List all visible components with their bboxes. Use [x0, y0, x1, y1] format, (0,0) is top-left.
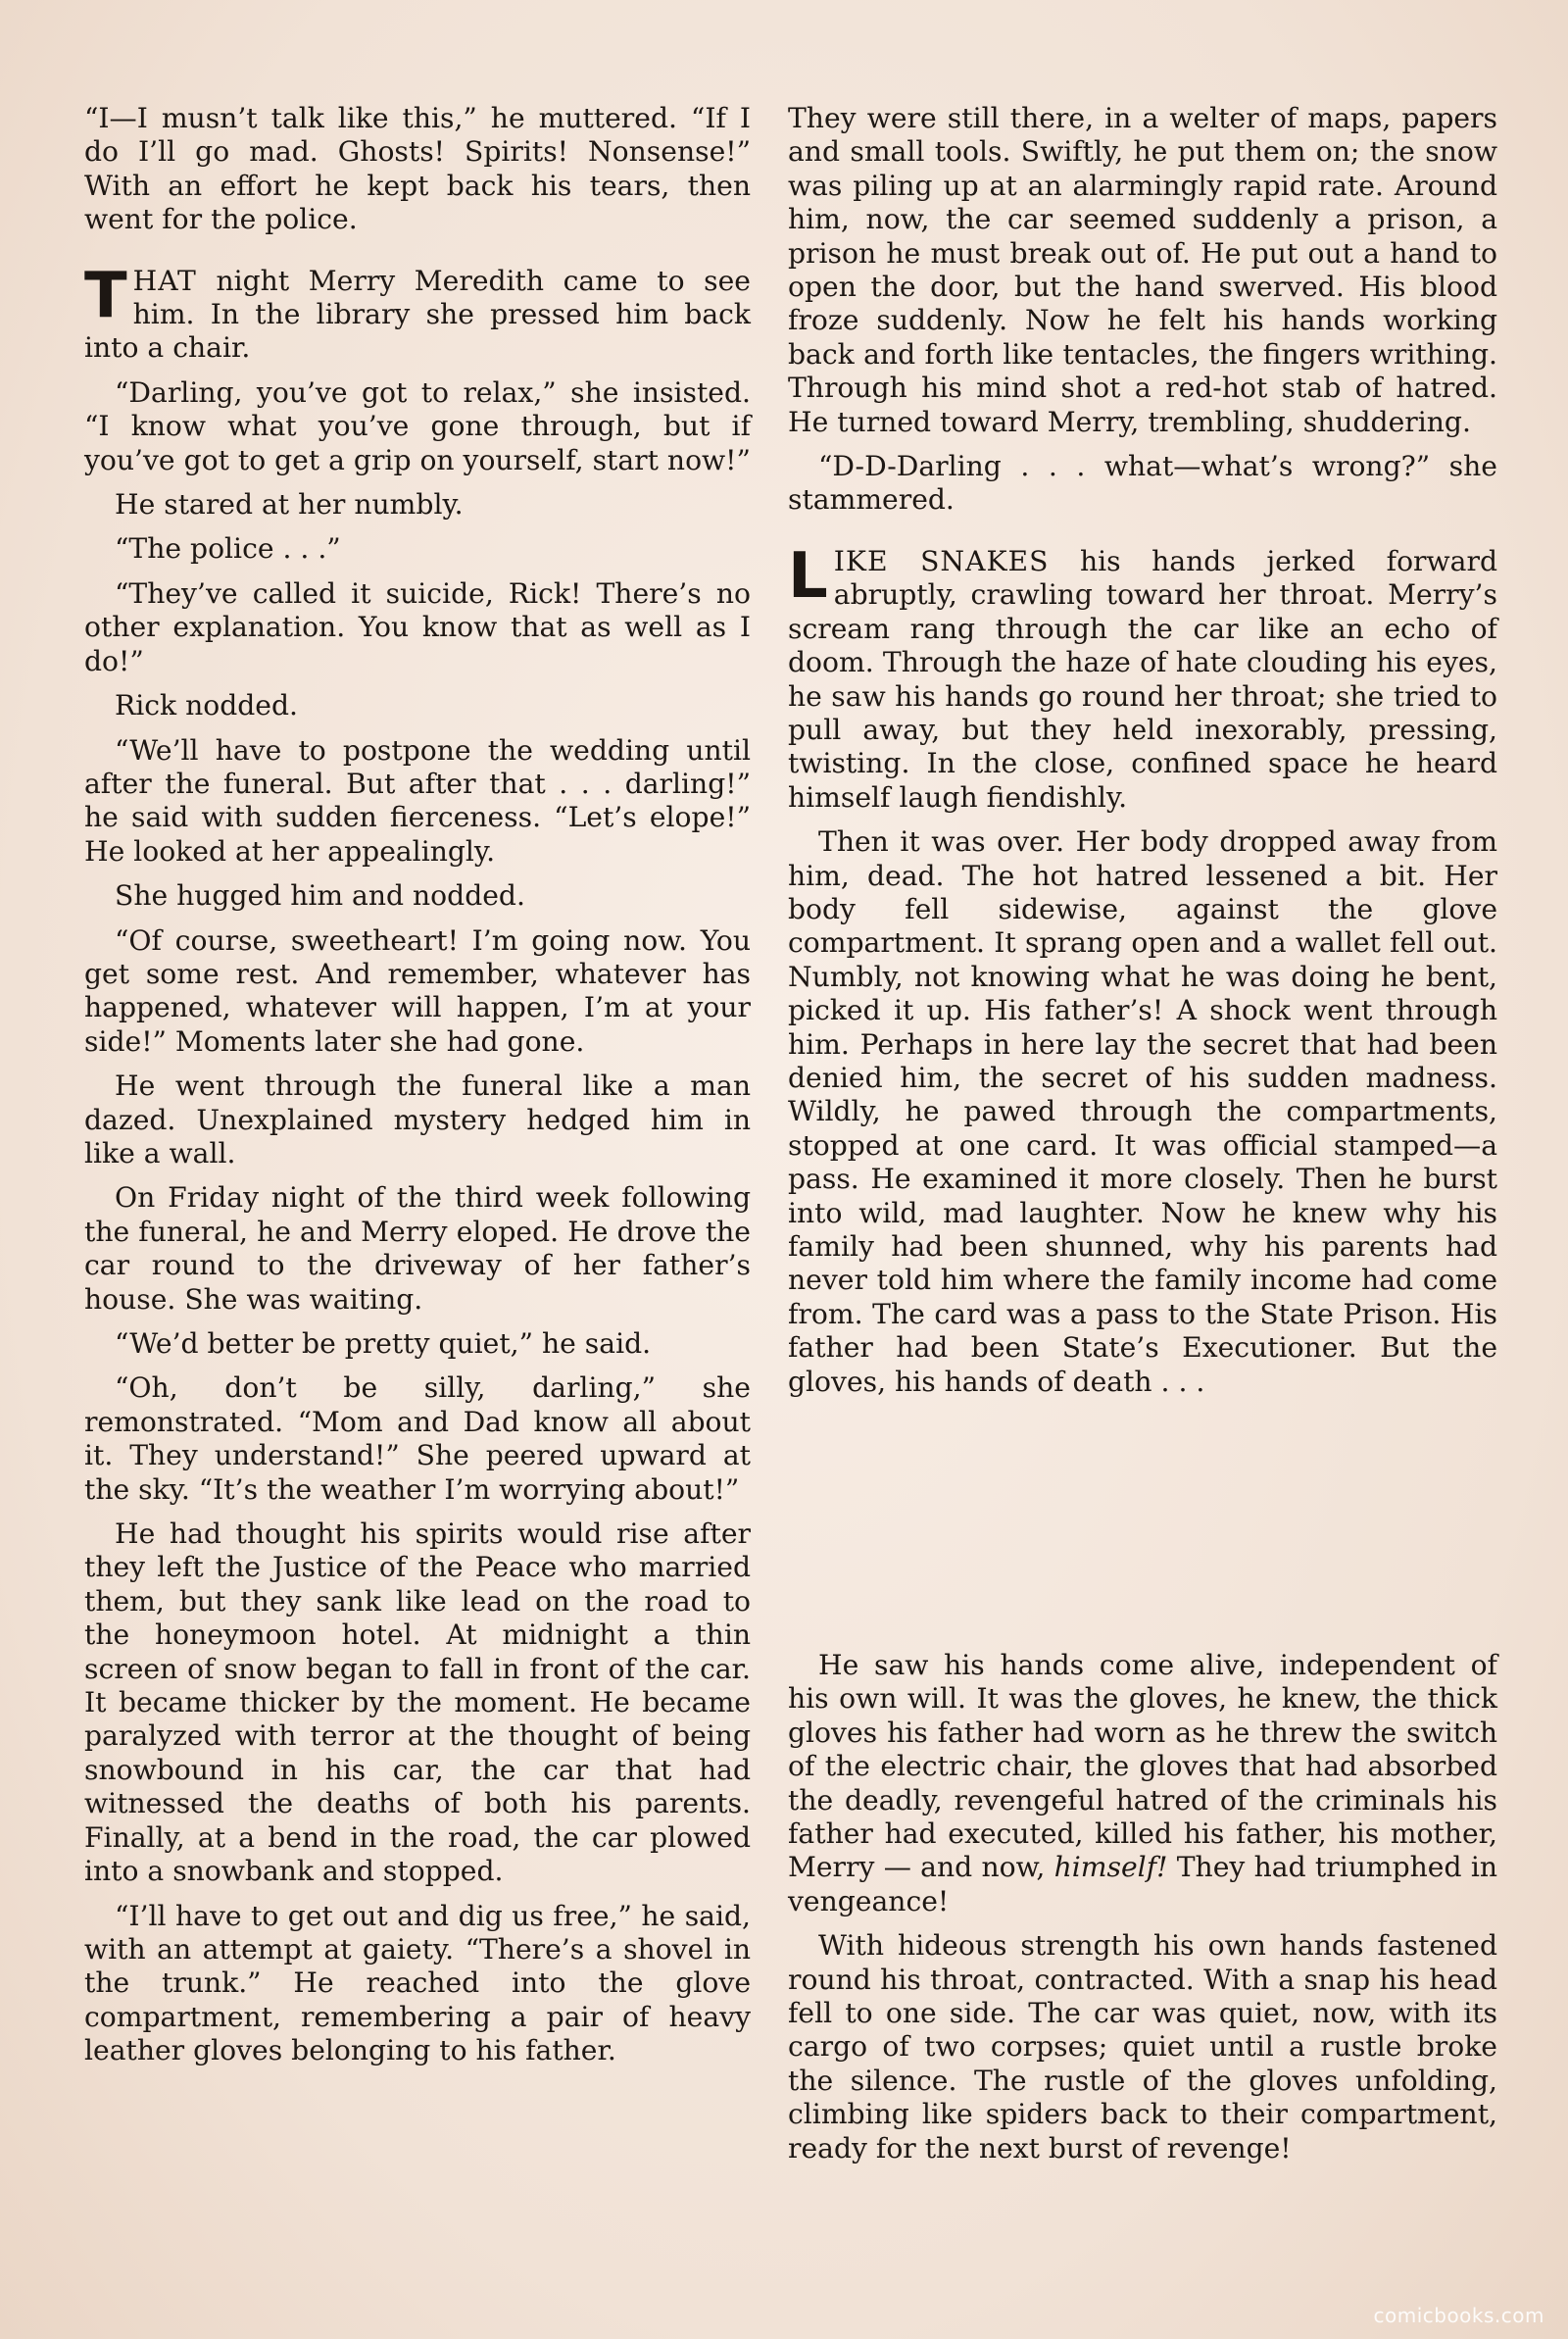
watermark: comicbooks.com — [1373, 2304, 1544, 2327]
paragraph-text: She hugged him and nodded. — [115, 879, 525, 913]
paragraph-text: “We’ll have to postpone the wedding until after the funeral. But after that . . . darling!” he said with sudden fierceness. “Let’s elope!” He looked at her appealingly. — [84, 733, 751, 868]
drop-cap-paragraph — [788, 539, 1497, 815]
paragraph-text: He had thought his spirits would rise after they left the Justice of the Peace who married them, but they sank like lead on the road to the honeymoon hotel. At midnight a thin screen of snow began to fall in front of the car. It became thicker by the moment. He became paralyzed with terror at the thought of being snowbound in his car, the car that had witnessed the deaths of both his parents. Finally, at a bend in the road, the car plowed into a snowbank and stopped. — [84, 1518, 751, 1888]
story-paragraph — [84, 577, 751, 678]
story-paragraph — [84, 1181, 751, 1317]
paragraph-text: He went through the funeral like a man dazed. Unexplained mystery hedged him in like a wall. — [84, 1070, 751, 1170]
story-paragraph — [84, 1070, 751, 1170]
paragraph-text: “The police . . .” — [115, 532, 341, 566]
drop-cap: T — [84, 259, 127, 332]
paragraph-text: On Friday night of the third week following the funeral, he and Merry eloped. He drove the car round to the driveway of her father’s house. She was waiting. — [84, 1181, 751, 1316]
italic-text: himself! — [1054, 1851, 1168, 1884]
paragraph-text: “I—I musn’t talk like this,” he muttered. “If I do I’ll go mad. Ghosts! Spirits! Nonsense!” With an effort he kept back his tears, then went for the police. — [84, 102, 751, 236]
right-text-column-lower — [788, 1649, 1497, 2176]
paragraph-text: He stared at her numbly. — [115, 488, 464, 522]
story-paragraph — [788, 1929, 1497, 2165]
story-paragraph — [84, 1327, 751, 1361]
paragraph-text: night Merry Meredith came to see him. In the library she pressed him back into a chair. — [84, 264, 751, 365]
story-paragraph — [84, 376, 751, 477]
paragraph-text: With hideous strength his own hands fastened round his throat, contracted. With a snap his head fell to one side. The car was quiet, now, with its cargo of two corpses; quiet until a rustle broke the silence. The rustle of the gloves unfolding, climbing like spiders back to their compartment, ready for the next burst of revenge! — [788, 1929, 1497, 2165]
paragraph-text: “Darling, you’ve got to relax,” she insisted. “I know what you’ve gone through, but if you’ve got to get a grip on yourself, start now!” — [84, 375, 751, 476]
paragraph-text: Then it was over. Her body dropped away from him, dead. The hot hatred lessened a bit. Her body fell sidewise, against the glove compartment. It sprang open and a wallet fell out. Numbly, not knowing what he was doing he bent, picked it up. His father’s! A shock went through him. Perhaps in here lay the secret that had been denied him, the secret of his sudden madness. Wildly, he pawed through the compartments, stopped at one card. It was official stamped—a pass. He examined it more closely. Then he burst into wild, mad laughter. Now he knew why his family had been shunned, why his parents had never told him where the family income had come from. The card was a pass to the State Prison. His father had been State’s Executioner. But the gloves, his hands of death . . . — [788, 825, 1497, 1398]
right-text-column — [788, 102, 1497, 1410]
paragraph-tail: They had triumphed in vengeance! — [788, 1851, 1497, 1917]
story-paragraph — [84, 879, 751, 913]
story-paragraph — [84, 1900, 751, 2068]
paragraph-text: Rick nodded. — [115, 689, 298, 722]
story-paragraph — [84, 924, 751, 1060]
story-paragraph — [84, 734, 751, 870]
story-paragraph — [84, 488, 751, 522]
paragraph-text: “D-D-Darling . . . what—what’s wrong?” she stammered. — [788, 450, 1497, 517]
paragraph-text: “Oh, don’t be silly, darling,” she remonstrated. “Mom and Dad know all about it. They understand!” She peered upward at the sky. “It’s the weather I’m worrying about!” — [84, 1371, 751, 1506]
paragraph-text: They were still there, in a welter of maps, papers and small tools. Swiftly, he put them on; the snow was piling up at an alarmingly rapid rate. Around him, now, the car seemed suddenly a prison, a prison he must break out of. He put out a hand to open the door, but the hand swerved. His blood froze suddenly. Now he felt his hands working back and forth like tentacles, the fingers writhing. Through his mind shot a red-hot stab of hatred. He turned toward Merry, trembling, shuddering. — [788, 102, 1497, 438]
story-paragraph — [788, 102, 1497, 439]
story-paragraph — [84, 689, 751, 722]
paragraph-text: “We’d better be pretty quiet,” he said. — [115, 1327, 652, 1360]
story-paragraph — [84, 1371, 751, 1507]
drop-cap: L — [788, 539, 828, 613]
paragraph-text: “I’ll have to get out and dig us free,” he said, with an attempt at gaiety. “There’s a shovel in the trunk.” He reached into the glove compartment, remembering a pair of heavy leather gloves belonging to his father. — [84, 1899, 751, 2067]
drop-cap-paragraph — [84, 259, 751, 366]
story-paragraph — [788, 450, 1497, 518]
story-paragraph — [788, 825, 1497, 1399]
story-paragraph — [84, 532, 751, 566]
left-text-column — [84, 102, 751, 2079]
lead-in-caps: IKE SNAKES — [833, 544, 1050, 577]
story-paragraph — [788, 1649, 1497, 1918]
story-paragraph — [84, 1518, 751, 1888]
story-paragraph — [84, 102, 751, 237]
paragraph-text: He saw his hands come alive, independent of his own will. It was the gloves, he knew, the thick gloves his father had worn as he threw the switch of the electric chair, the gloves that had absorbed the deadly, revengeful hatred of the criminals his father had executed, killed his father, his mother, Merry — and now, — [788, 1649, 1497, 1884]
paragraph-text: “They’ve called it suicide, Rick! There’s no other explanation. You know that as well as I do!” — [84, 576, 751, 677]
paragraph-text: “Of course, sweetheart! I’m going now. You get some rest. And remember, whatever has happened, whatever will happen, I’m at your side!” Moments later she had gone. — [84, 923, 751, 1058]
paragraph-text: his hands jerked forward abruptly, crawling toward her throat. Merry’s scream rang through the car like an echo of doom. Through the haze of hate clouding his eyes, he saw his hands go round her throat; she tried to pull away, but they held inexorably, pressing, twisting. In the close, confined space he heard himself laugh fiendishly. — [788, 544, 1497, 814]
lead-in-caps: HAT — [132, 264, 197, 297]
